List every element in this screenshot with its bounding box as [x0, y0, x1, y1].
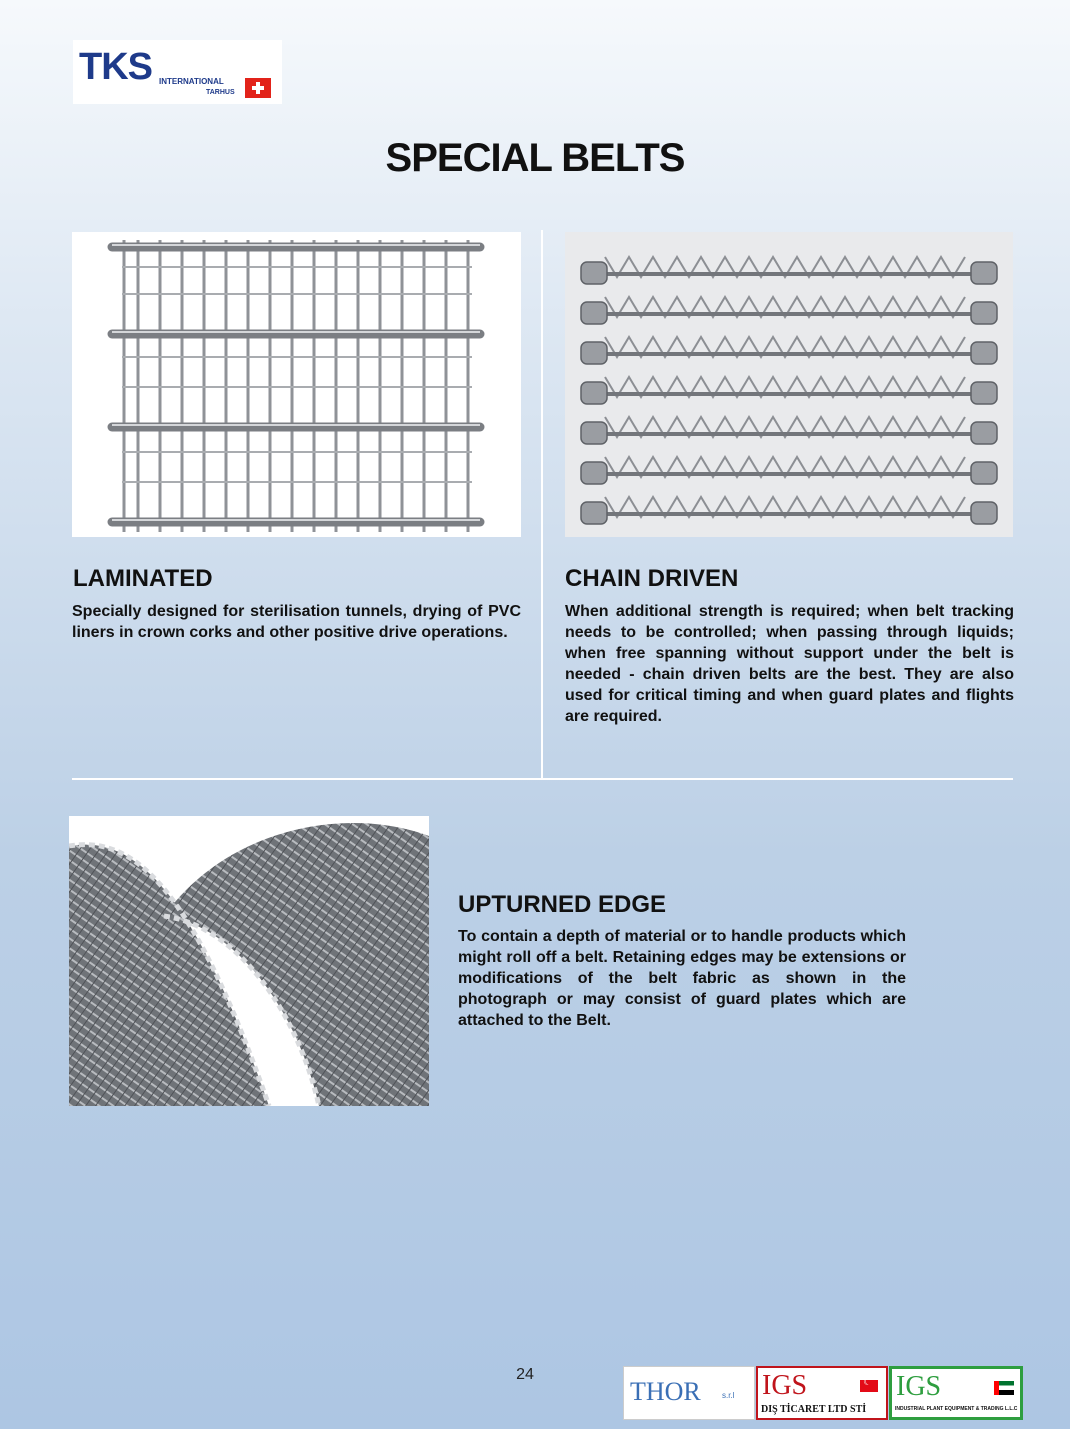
section-divider	[72, 778, 1013, 780]
chain-driven-belt-photo	[565, 232, 1013, 537]
upturned-edge-mesh-image	[69, 816, 429, 1106]
upturned-edge-belt-photo	[69, 816, 429, 1106]
turkey-flag-icon	[860, 1380, 878, 1392]
thor-logo	[623, 1366, 755, 1420]
column-divider	[541, 230, 543, 780]
swiss-flag-icon	[245, 78, 271, 98]
logo-mark: TKS	[79, 46, 152, 88]
upturned-edge-heading: UPTURNED EDGE	[458, 891, 667, 918]
laminated-mesh-image	[72, 232, 521, 537]
igs-uae-subtitle: INDUSTRIAL PLANT EQUIPMENT & TRADING L.L.C	[895, 1406, 1018, 1412]
upturned-edge-description: To contain a depth of material or to handle products which might roll off a belt. Retaining edges may be extensions or modifications of the belt fabric as shown in the photograph or may consist of guard plates which are attached to the Belt.	[458, 928, 906, 1029]
thor-suffix: s.r.l	[722, 1391, 735, 1400]
igs-turkey-subtitle: DIŞ TİCARET LTD STİ	[761, 1404, 867, 1415]
chain-driven-description: When additional strength is required; when belt tracking needs to be controlled; when passing through liquids; when free spanning without support under the belt is needed - chain driven belts are the best. They are also used for critical timing and when guard plates and flights are required.	[565, 603, 1014, 725]
igs-turkey-name: IGS	[762, 1370, 808, 1401]
chain-driven-mesh-image	[565, 232, 1013, 537]
igs-uae-logo	[889, 1366, 1023, 1420]
laminated-belt-photo	[72, 232, 521, 537]
igs-turkey-logo	[756, 1366, 888, 1420]
thor-name: THOR	[630, 1377, 701, 1406]
laminated-description: Specially designed for sterilisation tunnels, drying of PVC liners in crown corks and other positive drive operations.	[72, 603, 521, 641]
laminated-heading: LAMINATED	[73, 565, 213, 592]
page-number: 24	[516, 1366, 534, 1383]
page-title: SPECIAL BELTS	[385, 136, 685, 180]
chain-driven-heading: CHAIN DRIVEN	[565, 565, 739, 592]
uae-flag-icon	[994, 1381, 1014, 1395]
logo-international: INTERNATIONAL	[159, 77, 224, 86]
logo-tarhus: TARHUS	[206, 89, 235, 96]
company-logo	[73, 40, 282, 104]
igs-uae-name: IGS	[896, 1371, 942, 1402]
